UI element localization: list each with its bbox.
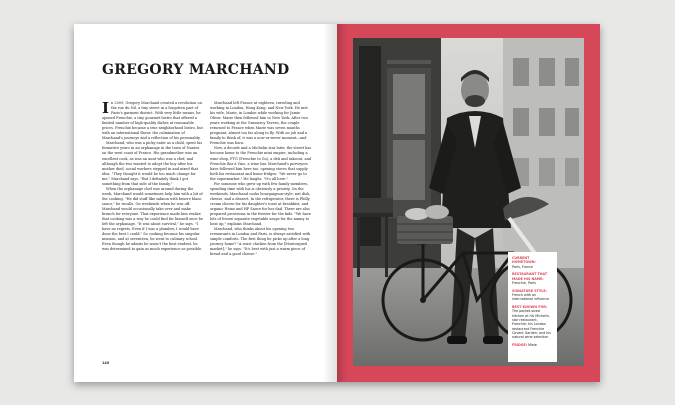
paragraph: Marchand left France at eighteen, traveling and working in London, Hong Kong, and New York. He met his wife, Marie, in London while working for Jamie Oliver. Marie then followed him to New York. After two years working at the Gramercy Tavern, the couple returned to France when Marie was seven months pregnant, almost too far along to fly. With no job and a family to think of, it was a now-or-never moment—and Frenchie was born. (210, 101, 308, 146)
info-value: French with an international influence (512, 293, 550, 302)
paragraph: In 2009, Gregory Marchand created a revolution on the rue du Nil, a tiny street in a forgotten part of Paris's garment district. With very little means, he opened Frenchie, a tiny gourmet bistro that offered a limited number of high-quality dishes at reasonable prices. Frenchie became a true neighborhood bistro, but with an international flavor, the culmination of Marchand's journeys and a reflection of his personality. (102, 99, 203, 141)
gutter-shadow (337, 24, 347, 382)
drop-cap: I (102, 99, 110, 117)
info-entry (512, 272, 553, 285)
info-entry (512, 305, 553, 339)
info-value: Frenchie, Paris (512, 280, 536, 285)
article-title: GREGORY MARCHAND (102, 62, 290, 78)
info-entry (512, 256, 553, 269)
info-label: CURRENT HOMETOWN: (512, 256, 536, 265)
info-value: Paris, France (512, 264, 533, 269)
info-label: FRIDGE: (512, 343, 528, 348)
info-label: RESTAURANT THAT MADE HIS NAME: (512, 272, 548, 281)
info-entry (512, 289, 553, 302)
paragraph: Marchand, who thinks about his opening two restaurants in London and Paris, is always satisfied with simple comforts. The first thing he picks up after a long journey home? "A roast chicken from the [Montorgueil market]," he says. "It's best with just a warm piece of bread and a good cheese." (210, 227, 311, 257)
page-number: 140 (102, 361, 110, 365)
book-spread (74, 24, 600, 382)
left-page (74, 24, 337, 382)
info-value: The pocket-sized kitchen at his Michelin-star restaurant, Frenchie; his London restaurant Frenchie Covent Garden; and his natural wine selection (512, 309, 551, 340)
info-label: SIGNATURE STYLE: (512, 288, 547, 293)
paragraph: When the orphanage chef was around during the week, Marchand would sometimes help him with a bit of the cooking. "He did stuff like salmon with beurre blanc sauce," he recalls. On weekends when he was off, Marchand would occasionally take over and make brunch for everyone. That experience made him realize that cooking was a way he could find for himself once he left the orphanage. "It was about survival," he says. "I have no regrets. Even if I was a plumber, I would have done the best I could." So cooking became his singular mission, and at seventeen, he went to culinary school. Even though he admits he wasn't the best student, he was determined to gain as much experience as possible. (102, 186, 203, 252)
info-label: BEST KNOWN FOR: (512, 305, 548, 310)
text-column-2 (210, 101, 312, 257)
info-entry (512, 343, 553, 347)
text-column-1 (102, 101, 204, 252)
paragraph: For someone who grew up with few family members, spending time with his is obviously a priority. On the weekends, Marchand cooks bourguignon-style: nut dish, cheese, and a dessert. In the refrigerator, there is Philly cream cheese for his daughter's toast at breakfast, and organic Heinz and HP Sauce for her dad. There are also prepared provisions in the freezer for the kids. "We have lots of frozen separate vegetable soups for the nanny to heat up," explains Marchand. (210, 181, 311, 227)
paragraph: Marchand, who was a picky eater as a child, spent his formative years in an orphanage in the town of Nantes on the west coast of France. His grandmother was an excellent cook, as was an aunt who was a chef, and although the two wanted to adopt the boy after his mother died, social workers stepped in and nixed that idea. "They thought it would be too much change for me," Marchand says. "But I definitely think I got something from that side of the family." (102, 141, 203, 186)
info-box (508, 252, 557, 362)
right-page (337, 24, 600, 382)
gutter-shadow (323, 24, 337, 382)
paragraph: Now, a decade and a Michelin star later, the street has become home to the Frenchie mini empire, including a wine shop, FTG (Frenchie to Go), a deli and takeout, and Frenchie Bar à Vins, a wine bar. Marchand's purveyors have followed him here too, opening stores that supply both his restaurant and home fridges: "We never go to the supermarket." He laughs. "It's all here." (210, 146, 312, 181)
info-value: Miele (528, 343, 537, 348)
